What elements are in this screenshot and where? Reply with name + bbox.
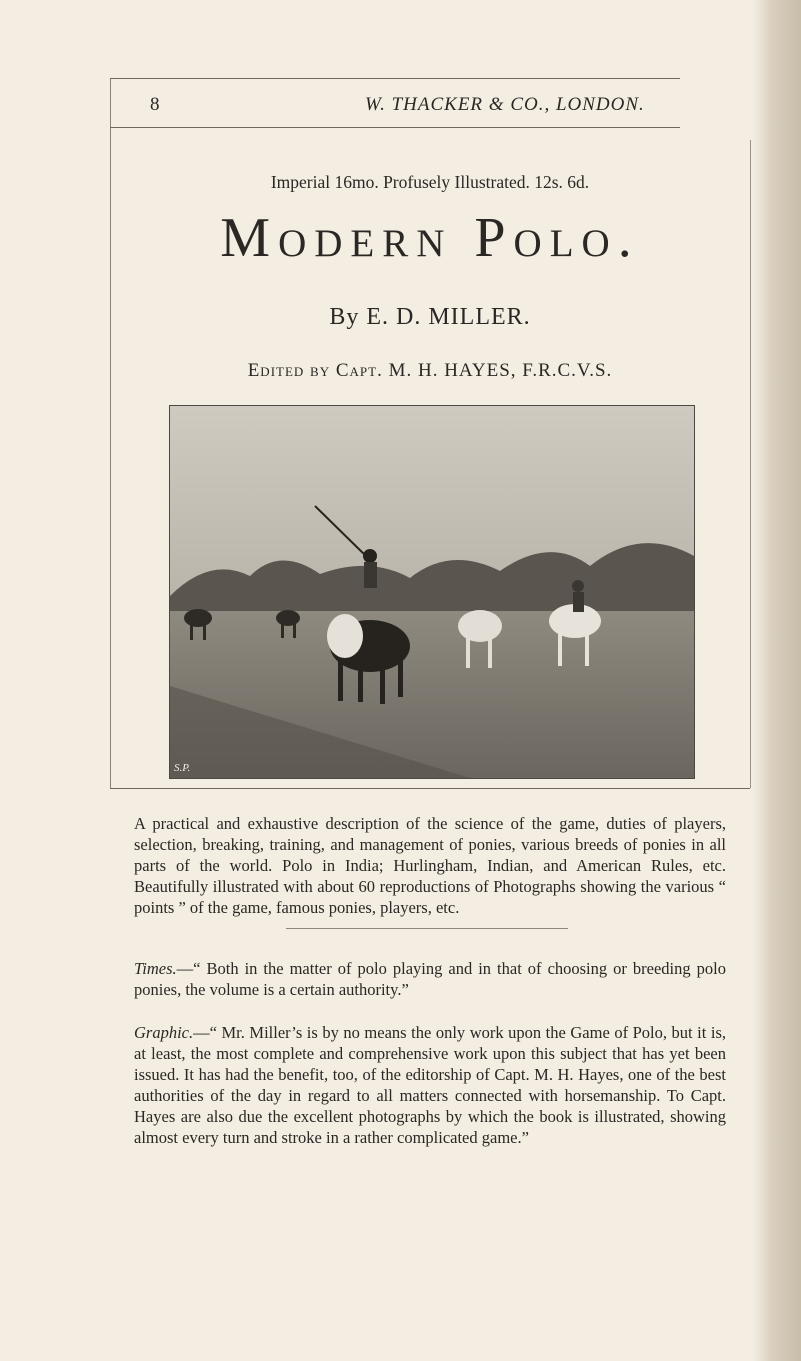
review-text: —“ Both in the matter of polo playing and in that of choosing or breeding polo ponies, the volume is a certain authority.” [134, 959, 726, 999]
author-line: By E. D. MILLER. [329, 304, 531, 330]
review-source: Graphic. [134, 1023, 194, 1042]
review-graphic [134, 1022, 726, 1148]
editor-line: Edited by Capt. M. H. HAYES, F.R.C.V.S. [247, 360, 613, 381]
header-rule [110, 127, 680, 128]
imprint-line: Imperial 16mo. Profusely Illustrated. 12s. 6d. [270, 172, 590, 192]
publisher-line: W. THACKER & CO., LONDON. [365, 94, 645, 115]
polo-photograph-drawing [170, 406, 694, 778]
bottom-rule [110, 788, 750, 789]
review-text: —“ Mr. Miller’s is by no means the only work upon the Game of Polo, but it is, at least, the most complete and comprehensive work upon this subject that has yet been issued. It has had the benefit, too, of the editorship of Capt. M. H. Hayes, one of the best authorities of the day in regard to all matters connected with horsemanship. To Capt. Hayes are also due the excellent photographs by which the book is illustrated, showing almost every turn and stroke in a rather complicated game.” [134, 1023, 726, 1147]
book-title: Modern Polo. [220, 207, 640, 269]
polo-photograph [169, 405, 695, 779]
top-rule [110, 78, 680, 79]
running-head [110, 94, 750, 118]
review-source: Times. [134, 959, 177, 978]
section-divider [286, 928, 568, 929]
review-times [134, 958, 726, 1000]
page-number: 8 [150, 94, 160, 115]
page-edge-shadow [753, 0, 801, 1361]
book-description: A practical and exhaustive description of the science of the game, duties of players, selection, breaking, training, and management of ponies, various breeds of ponies in all parts of the world. Polo in India; Hurlingham, Indian, and American Rules, etc. Beautifully illustrated with about 60 reproductions of Photographs showing the various “ points ” of the game, famous ponies, players, etc. [134, 814, 726, 917]
plate-mark: S.P. [174, 762, 191, 774]
right-rule [750, 140, 751, 788]
